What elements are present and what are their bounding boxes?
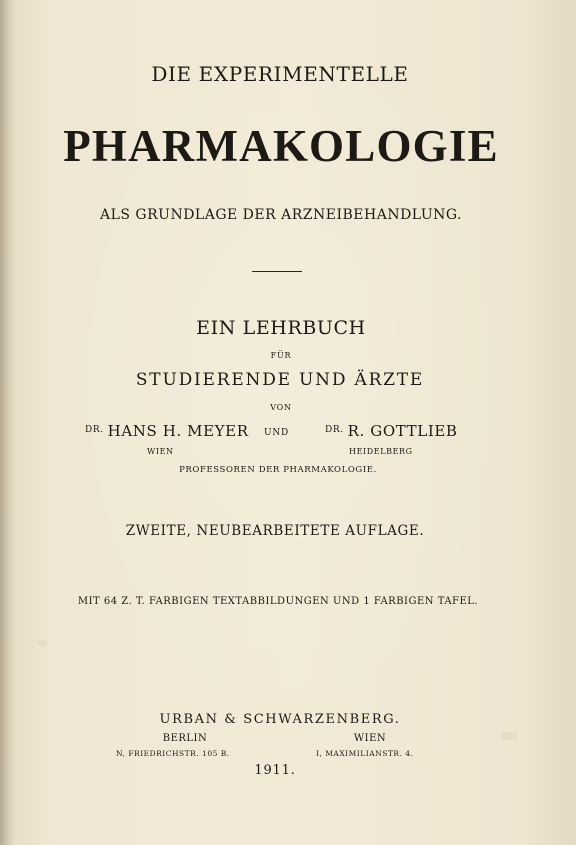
fuer-label: FÜR bbox=[270, 351, 292, 360]
book-type: EIN LEHRBUCH bbox=[196, 317, 366, 339]
author-gottlieb bbox=[325, 424, 458, 439]
author-name: HANS H. MEYER bbox=[107, 422, 249, 440]
edition-line: ZWEITE, NEUBEARBEITETE AUFLAGE. bbox=[125, 523, 425, 539]
subtitle: ALS GRUNDLAGE DER ARZNEIBEHANDLUNG. bbox=[99, 207, 463, 223]
publication-year: 1911. bbox=[254, 763, 296, 778]
main-title: PHARMAKOLOGIE bbox=[63, 121, 499, 171]
divider-rule bbox=[252, 271, 302, 272]
author-city-wien: WIEN bbox=[147, 447, 174, 456]
illustrations-line: MIT 64 Z. T. FARBIGEN TEXTABBILDUNGEN UND 1 FARBIGEN TAFEL. bbox=[77, 596, 479, 607]
professors-line: PROFESSOREN DER PHARMAKOLOGIE. bbox=[179, 465, 377, 475]
location-berlin: BERLIN bbox=[162, 733, 208, 744]
author-prefix: DR. bbox=[325, 425, 344, 435]
audience: STUDIERENDE UND ÄRZTE bbox=[135, 370, 425, 390]
heading-line: DIE EXPERIMENTELLE bbox=[151, 62, 409, 86]
author-meyer bbox=[85, 424, 249, 439]
und-label: UND bbox=[264, 428, 290, 438]
author-prefix: DR. bbox=[85, 425, 104, 435]
address-wien: I, MAXIMILIANSTR. 4. bbox=[316, 749, 414, 758]
author-city-heidelberg: HEIDELBERG bbox=[349, 447, 413, 456]
address-berlin: N, FRIEDRICHSTR. 105 B. bbox=[116, 749, 230, 758]
publisher: URBAN & SCHWARZENBERG. bbox=[159, 712, 401, 727]
paper-stain bbox=[38, 640, 48, 646]
von-label: VON bbox=[270, 403, 292, 412]
paper-stain bbox=[500, 732, 518, 740]
location-wien: WIEN bbox=[353, 733, 387, 744]
author-name: R. GOTTLIEB bbox=[347, 422, 458, 440]
